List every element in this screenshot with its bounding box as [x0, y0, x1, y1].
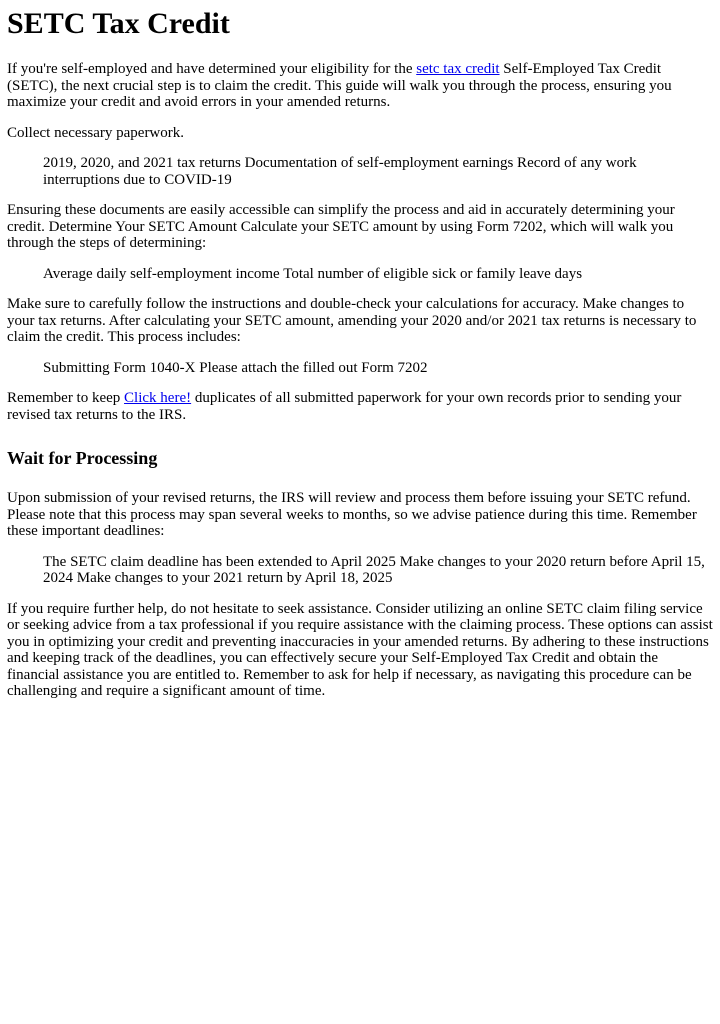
- make-sure-paragraph: Make sure to carefully follow the instructions and double-check your calculations for accuracy. Make changes to your tax returns. After calculating your SETC amount, amending your 2020 and/or 2021 tax returns is necessary to claim the credit. This process includes:: [7, 296, 697, 345]
- remember-text-start: Remember to keep: [7, 390, 125, 406]
- setc-tax-credit-link[interactable]: setc tax credit: [416, 61, 500, 77]
- intro-paragraph: [7, 61, 713, 111]
- collect-paragraph: Collect necessary paperwork.: [7, 124, 185, 141]
- intro-text-end: Self-Employed Tax Credit (SETC), the next crucial step is to claim the credit. This guide will walk you through the process, ensuring you maximize your credit and avoid errors in your amended returns.: [7, 61, 672, 110]
- intro-text-start: If you're self-employed and have determined your eligibility for the: [7, 61, 417, 77]
- process-list: Submitting Form 1040-X Please attach the filled out Form 7202: [43, 359, 428, 376]
- wait-for-processing-heading: Wait for Processing: [7, 448, 158, 468]
- remember-text-end: duplicates of all submitted paperwork for your own records prior to sending your revised tax returns to the IRS.: [7, 390, 682, 423]
- paperwork-list: 2019, 2020, and 2021 tax returns Documentation of self-employment earnings Record of any work interruptions due to COVID-19: [43, 155, 637, 188]
- remember-paragraph: [7, 390, 713, 423]
- deadlines-list: The SETC claim deadline has been extended to April 2025 Make changes to your 2020 return before April 15, 2024 Make changes to your 2021 return by April 18, 2025: [43, 553, 705, 586]
- article: [0, 6, 720, 700]
- upon-submission-paragraph: Upon submission of your revised returns, the IRS will review and process them before issuing your SETC refund. Please note that this process may span several weeks to months, so we advise patience during this time. Remember these important deadlines:: [7, 490, 697, 539]
- page-title: SETC Tax Credit: [7, 7, 230, 40]
- click-here-link[interactable]: Click here!: [124, 390, 192, 406]
- determining-list: Average daily self-employment income Total number of eligible sick or family leave days: [43, 265, 583, 282]
- further-help-paragraph: If you require further help, do not hesitate to seek assistance. Consider utilizing an online SETC claim filing service or seeking advice from a tax professional if you require assistance with the claiming process. These options can assist you in optimizing your credit and preventing inaccuracies in your amended returns. By adhering to these instructions and keeping track of the deadlines, you can effectively secure your Self-Employed Tax Credit and obtain the financial assistance you are entitled to. Remember to ask for help if necessary, as navigating this procedure can be challenging and require a significant amount of time.: [7, 600, 713, 699]
- ensure-paragraph: Ensuring these documents are easily accessible can simplify the process and aid in accurately determining your credit. Determine Your SETC Amount Calculate your SETC amount by using Form 7202, which will walk you through the steps of determining:: [7, 202, 675, 251]
